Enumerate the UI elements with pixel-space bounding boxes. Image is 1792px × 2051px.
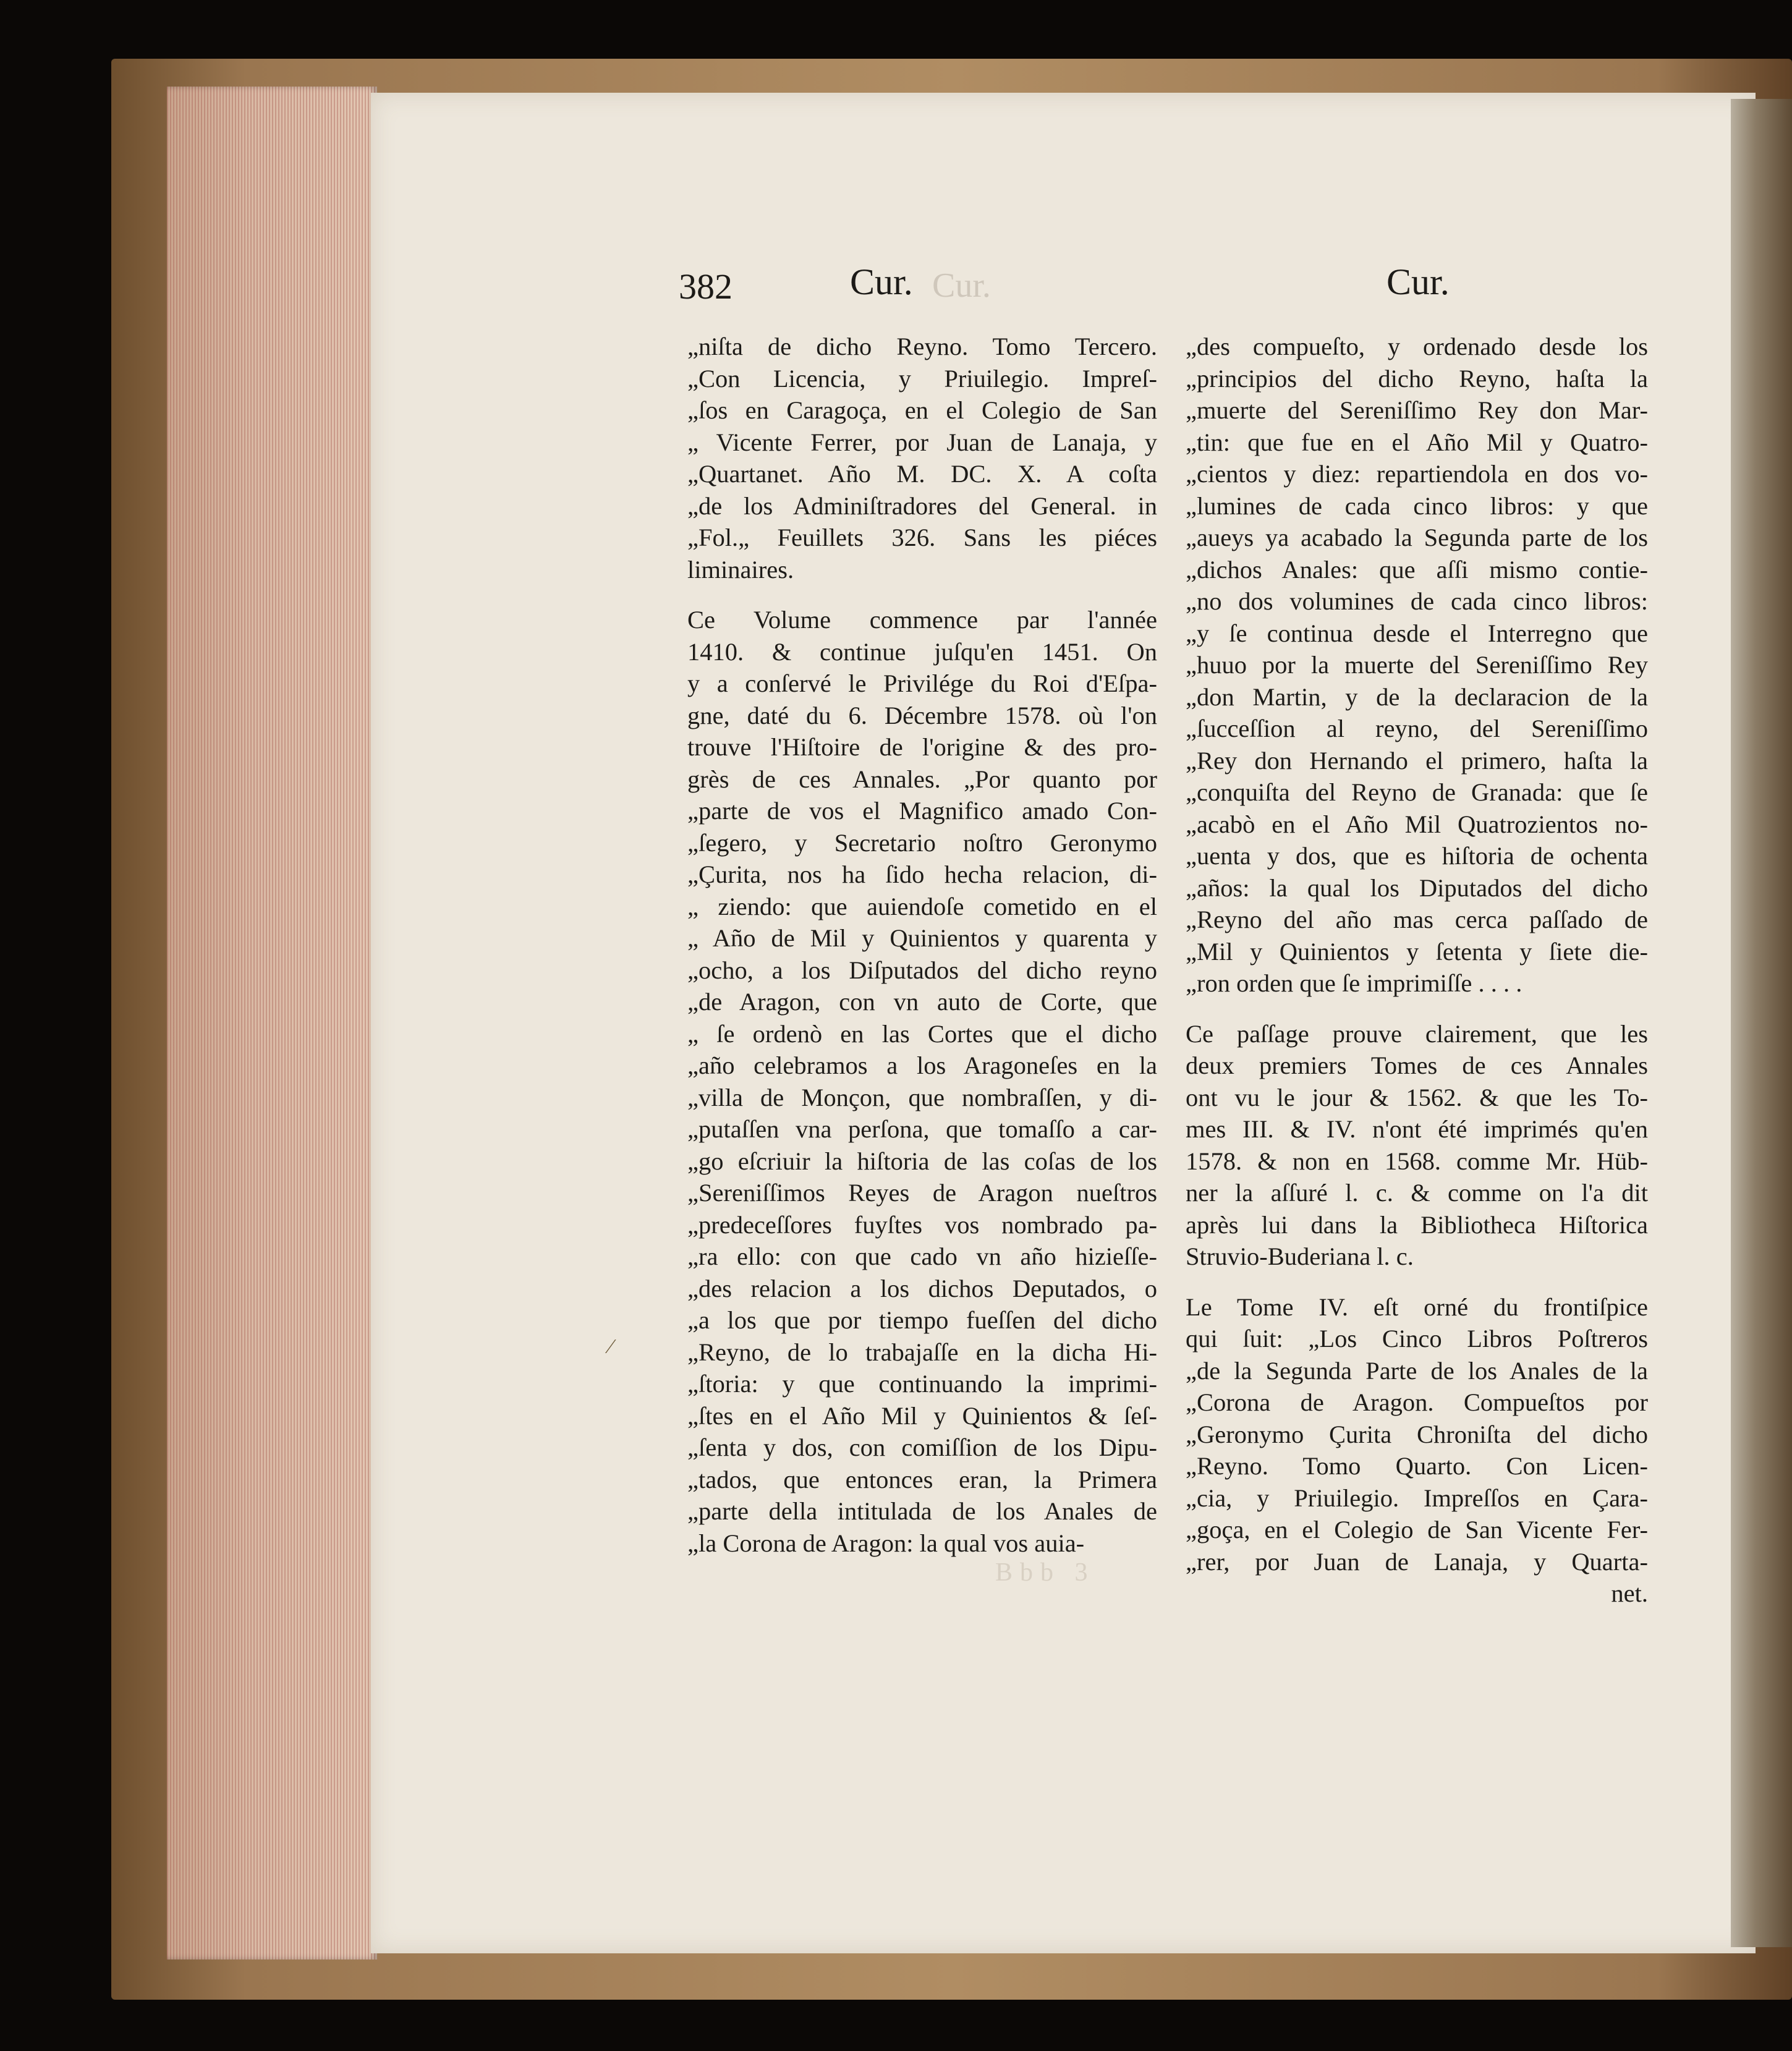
text-line: mes III. & IV. n'ont été imprimés qu'en xyxy=(1186,1115,1648,1143)
text-line: „Sereniſſimos Reyes de Aragon nueſtros xyxy=(687,1179,1157,1207)
text-line: 1578. & non en 1568. comme Mr. Hüb- xyxy=(1186,1147,1648,1175)
text-line: Ce paſſage prouve clairement, que les xyxy=(1186,1019,1648,1048)
text-line: Ce Volume commence par l'année xyxy=(687,606,1157,634)
text-line: „Reyno, de lo trabajaſſe en la dicha Hi- xyxy=(687,1338,1157,1366)
running-head-left: Cur. xyxy=(850,261,913,302)
text-line: „ſos en Caragoça, en el Colegio de San xyxy=(687,396,1157,424)
text-line: „conquiſta del Reyno de Granada: que ſe xyxy=(1186,778,1648,806)
text-line: „ſtes en el Año Mil y Quinientos & ſeſ- xyxy=(687,1401,1157,1430)
text-line: „des relacion a los dichos Deputados, o xyxy=(687,1274,1157,1302)
text-line: „aueys ya acabado la Segunda parte de los xyxy=(1186,524,1648,551)
text-line: „tados, que entonces eran, la Primera xyxy=(687,1465,1157,1493)
text-line: après lui dans la Bibliotheca Hiſtorica xyxy=(1186,1210,1648,1239)
text-line: „Fol.„ Feuillets 326. Sans les piéces xyxy=(687,524,1157,551)
text-line: „de los Adminiſtradores del General. in xyxy=(687,491,1157,520)
text-line: „lumines de cada cinco libros: y que xyxy=(1186,491,1648,520)
text-line: „y ſe continua desde el Interregno que xyxy=(1186,619,1648,647)
text-line: „Con Licencia, y Priuilegio. Impreſ- xyxy=(687,364,1157,393)
text-line: „predeceſſores fuyſtes vos nombrado pa- xyxy=(687,1210,1157,1239)
text-line: „don Martin, y de la declaracion de la xyxy=(1186,682,1648,711)
text-line: „principios del dicho Reyno, haſta la xyxy=(1186,364,1648,393)
page-number: 382 xyxy=(679,266,733,307)
text-line: „no dos volumines de cada cinco libros: xyxy=(1186,587,1648,615)
text-line: ner la aſſuré l. c. & comme on l'a dit xyxy=(1186,1179,1648,1207)
text-line: „la Corona de Aragon: la qual vos auia- xyxy=(687,1529,1085,1557)
text-line: trouve l'Hiſtoire de l'origine & des pro- xyxy=(687,733,1157,761)
text-line: „ſucceſſion al reyno, del Sereniſſimo xyxy=(1186,715,1648,742)
text-line: „cia, y Priuilegio. Impreſſos en Çara- xyxy=(1186,1484,1648,1512)
text-line: ont vu le jour & 1562. & que les To- xyxy=(1186,1083,1648,1111)
text-line: „de la Segunda Parte de los Anales de la xyxy=(1186,1356,1648,1385)
text-line: „dichos Anales: que aſſi mismo contie- xyxy=(1186,555,1648,584)
text-line: „ſegero, y Secretario noſtro Geronymo xyxy=(687,828,1157,857)
text-line: „go eſcriuir la hiſtoria de las coſas de los xyxy=(687,1147,1157,1175)
text-line: „ ſe ordenò en las Cortes que el dicho xyxy=(687,1019,1157,1048)
text-line: „Rey don Hernando el primero, haſta la xyxy=(1186,746,1648,775)
text-line: „Reyno del año mas cerca paſſado de xyxy=(1186,906,1648,933)
text-line: „ſtoria: y que continuando la imprimi- xyxy=(687,1370,1157,1398)
text-line: deux premiers Tomes de ces Annales xyxy=(1186,1051,1648,1079)
page-edge-fore-edge xyxy=(167,87,377,1960)
text-line: „goça, en el Colegio de San Vicente Fer- xyxy=(1186,1516,1648,1544)
text-line: „de Aragon, con vn auto de Corte, que xyxy=(687,988,1157,1016)
paragraph-gap xyxy=(1186,1000,1648,1018)
text-line: „niſta de dicho Reyno. Tomo Tercero. xyxy=(687,333,1157,360)
text-line: gne, daté du 6. Décembre 1578. où l'on xyxy=(687,701,1157,729)
bleed-through-text: Cur. xyxy=(932,266,991,305)
text-line: „ron orden que ſe imprimiſſe . . . . xyxy=(1186,969,1522,997)
text-line: 1410. & continue juſqu'en 1451. On xyxy=(687,637,1157,666)
text-line: „uenta y dos, que es hiſtoria de ochenta xyxy=(1186,842,1648,870)
text-line: „Geronymo Çurita Chroniſta del dicho xyxy=(1186,1420,1648,1448)
text-line: „parte della intitulada de los Anales de xyxy=(687,1497,1157,1525)
signature-mark: Bbb 3 xyxy=(995,1558,1095,1587)
text-line: „ocho, a los Diſputados del dicho reyno xyxy=(687,956,1157,984)
text-line: Struvio-Buderiana l. c. xyxy=(1186,1242,1414,1270)
text-line: net. xyxy=(1611,1579,1648,1607)
text-line: „ Año de Mil y Quinientos y quarenta y xyxy=(687,924,1157,952)
stray-mark: ⁄ xyxy=(609,1335,613,1358)
text-line: „Çurita, nos ha ſido hecha relacion, di- xyxy=(687,860,1157,888)
left-text-column xyxy=(687,331,1157,1559)
text-line: Le Tome IV. eſt orné du frontiſpice xyxy=(1186,1293,1648,1321)
text-line: „ra ello: con que cado vn año hizieſſe- xyxy=(687,1242,1157,1270)
text-line: „putaſſen vna perſona, que tomaſſo a car- xyxy=(687,1115,1157,1143)
text-line: grès de ces Annales. „Por quanto por xyxy=(687,765,1157,793)
text-line: „Quartanet. Año M. DC. X. A coſta xyxy=(687,460,1157,488)
text-line: „tin: que fue en el Año Mil y Quatro- xyxy=(1186,428,1648,456)
text-line: qui ſuit: „Los Cinco Libros Poſtreros xyxy=(1186,1325,1648,1352)
right-text-column xyxy=(1186,331,1648,1610)
text-line: „cientos y diez: repartiendola en dos vo- xyxy=(1186,460,1648,488)
text-line: „Reyno. Tomo Quarto. Con Licen- xyxy=(1186,1452,1648,1480)
text-line: „años: la qual los Diputados del dicho xyxy=(1186,873,1648,902)
text-line: „Corona de Aragon. Compueſtos por xyxy=(1186,1388,1648,1416)
text-line: „des compueſto, y ordenado desde los xyxy=(1186,333,1648,360)
paragraph-gap xyxy=(687,585,1157,604)
text-line: „ ziendo: que auiendoſe cometido en el xyxy=(687,892,1157,920)
text-line: „villa de Monçon, que nombraſſen, y di- xyxy=(687,1083,1157,1111)
running-head-right: Cur. xyxy=(1386,261,1450,302)
text-line: „huuo por la muerte del Sereniſſimo Rey xyxy=(1186,651,1648,679)
text-line: y a conſervé le Privilége du Roi d'Eſpa- xyxy=(687,669,1157,697)
gutter-shadow xyxy=(1731,99,1792,1947)
text-line: „acabò en el Año Mil Quatrozientos no- xyxy=(1186,810,1648,838)
text-line: liminaires. xyxy=(687,555,794,584)
text-line: „ſenta y dos, con comiſſion de los Dipu- xyxy=(687,1433,1157,1461)
text-line: „parte de vos el Magnifico amado Con- xyxy=(687,797,1157,825)
text-line: „ Vicente Ferrer, por Juan de Lanaja, y xyxy=(687,428,1157,456)
paragraph-gap xyxy=(1186,1273,1648,1291)
text-line: „Mil y Quinientos y ſetenta y ſiete die- xyxy=(1186,937,1648,966)
text-line: „a los que por tiempo fueſſen del dicho xyxy=(687,1306,1157,1334)
text-line: „rer, por Juan de Lanaja, y Quarta- xyxy=(1186,1547,1648,1576)
text-line: „muerte del Sereniſſimo Rey don Mar- xyxy=(1186,396,1648,424)
text-line: „año celebramos a los Aragoneſes en la xyxy=(687,1051,1157,1079)
